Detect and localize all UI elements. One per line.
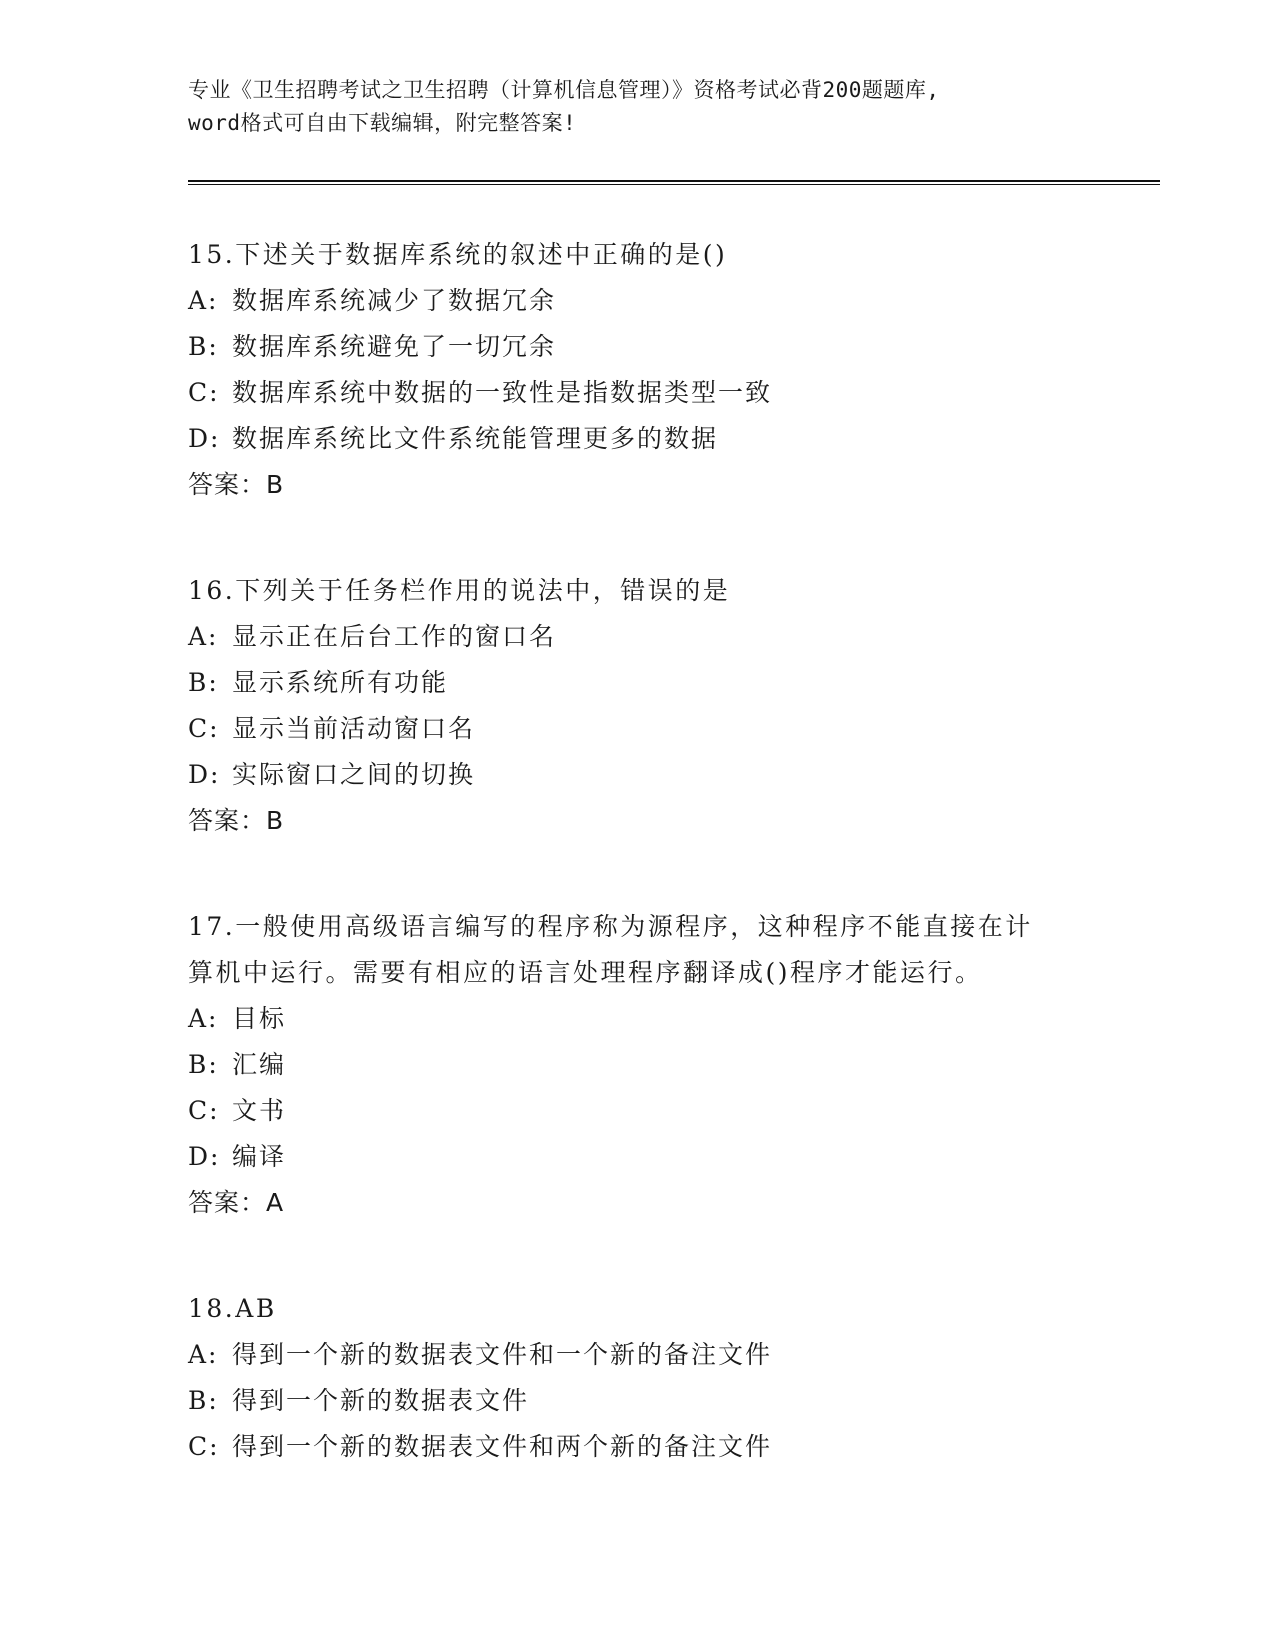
option-letter: C: bbox=[188, 378, 220, 407]
question-stem-line: 15.下述关于数据库系统的叙述中正确的是() bbox=[188, 240, 728, 269]
question-stem bbox=[188, 904, 1088, 996]
question-18 bbox=[188, 1286, 1088, 1470]
option-c bbox=[188, 1424, 1088, 1470]
question-stem-line: 17.一般使用高级语言编写的程序称为源程序，这种程序不能直接在计 bbox=[188, 912, 1033, 941]
option-letter: A: bbox=[188, 286, 219, 315]
option-letter: B: bbox=[188, 332, 219, 361]
question-stem bbox=[188, 1286, 1088, 1332]
header-line-1: 专业《卫生招聘考试之卫生招聘（计算机信息管理）》资格考试必背200题题库, bbox=[188, 78, 940, 102]
option-letter: C: bbox=[188, 1096, 220, 1125]
option-a bbox=[188, 614, 1088, 660]
answer-line: 答案：B bbox=[188, 470, 285, 499]
option-b bbox=[188, 1378, 1088, 1424]
option-text: 得到一个新的数据表文件和一个新的备注文件 bbox=[232, 1340, 773, 1369]
option-text: 数据库系统比文件系统能管理更多的数据 bbox=[232, 424, 719, 453]
option-text: 数据库系统中数据的一致性是指数据类型一致 bbox=[232, 378, 773, 407]
option-text: 显示当前活动窗口名 bbox=[232, 714, 476, 743]
option-letter: C: bbox=[188, 1432, 220, 1461]
option-b bbox=[188, 1042, 1088, 1088]
question-stem bbox=[188, 568, 1088, 614]
option-letter: D: bbox=[188, 760, 221, 789]
question-stem bbox=[188, 232, 1088, 278]
answer-line: 答案：A bbox=[188, 1188, 285, 1217]
question-stem-line: 算机中运行。需要有相应的语言处理程序翻译成()程序才能运行。 bbox=[188, 958, 983, 987]
option-letter: A: bbox=[188, 1004, 219, 1033]
option-letter: A: bbox=[188, 622, 219, 651]
option-c bbox=[188, 706, 1088, 752]
question-list bbox=[188, 232, 1088, 1530]
option-text: 显示系统所有功能 bbox=[232, 668, 449, 697]
option-b bbox=[188, 660, 1088, 706]
option-letter: B: bbox=[188, 1050, 219, 1079]
option-letter: D: bbox=[188, 1142, 221, 1171]
option-text: 得到一个新的数据表文件和两个新的备注文件 bbox=[232, 1432, 773, 1461]
option-c bbox=[188, 370, 1088, 416]
option-text: 实际窗口之间的切换 bbox=[232, 760, 476, 789]
option-d bbox=[188, 1134, 1088, 1180]
option-text: 得到一个新的数据表文件 bbox=[232, 1386, 530, 1415]
option-a bbox=[188, 1332, 1088, 1378]
option-text: 目标 bbox=[232, 1004, 287, 1033]
option-a bbox=[188, 278, 1088, 324]
option-letter: C: bbox=[188, 714, 220, 743]
option-text: 汇编 bbox=[232, 1050, 287, 1079]
question-stem-line: 18.AB bbox=[188, 1294, 277, 1323]
option-text: 显示正在后台工作的窗口名 bbox=[232, 622, 557, 651]
option-letter: B: bbox=[188, 668, 219, 697]
header-line-2: word格式可自由下载编辑，附完整答案! bbox=[188, 111, 577, 135]
option-text: 编译 bbox=[232, 1142, 287, 1171]
option-b bbox=[188, 324, 1088, 370]
option-letter: A: bbox=[188, 1340, 219, 1369]
option-d bbox=[188, 416, 1088, 462]
option-letter: B: bbox=[188, 1386, 219, 1415]
option-text: 数据库系统减少了数据冗余 bbox=[232, 286, 557, 315]
question-17 bbox=[188, 904, 1088, 1226]
option-c bbox=[188, 1088, 1088, 1134]
option-d bbox=[188, 752, 1088, 798]
answer-line: 答案：B bbox=[188, 806, 285, 835]
header-divider bbox=[188, 180, 1160, 185]
document-header bbox=[188, 74, 1088, 140]
question-15 bbox=[188, 232, 1088, 508]
question-stem-line: 16.下列关于任务栏作用的说法中，错误的是 bbox=[188, 576, 731, 605]
option-text: 文书 bbox=[232, 1096, 287, 1125]
option-letter: D: bbox=[188, 424, 221, 453]
option-a bbox=[188, 996, 1088, 1042]
question-16 bbox=[188, 568, 1088, 844]
option-text: 数据库系统避免了一切冗余 bbox=[232, 332, 557, 361]
